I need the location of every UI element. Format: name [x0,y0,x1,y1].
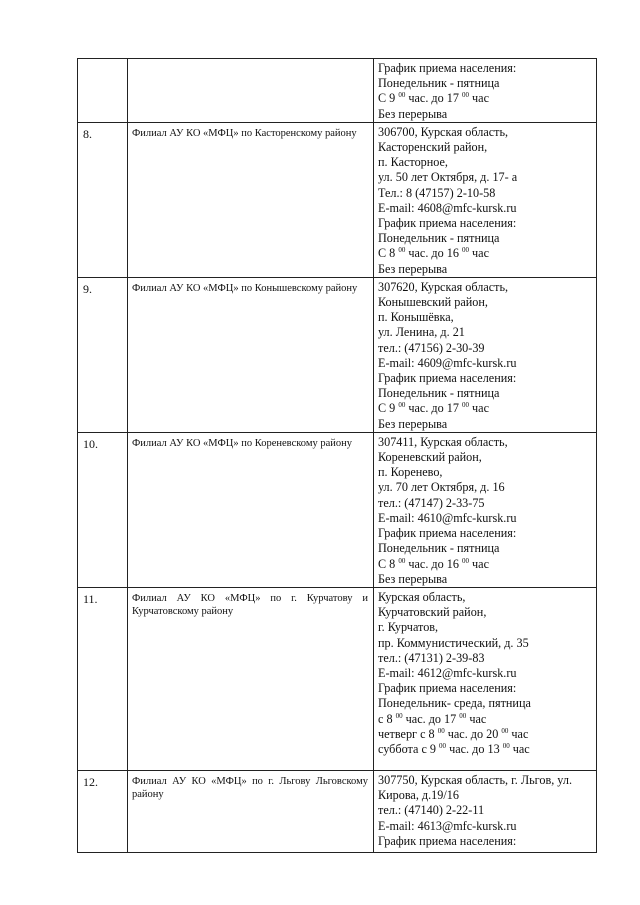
schedule-hours: С 8 $^{00}$ час. до 16 $^{00}$ час [378,556,489,571]
address-line: 306700, Курская область, [378,124,509,139]
row-number: 12. [78,770,128,852]
schedule-hours: С 8 $^{00}$ час. до 16 $^{00}$ час [378,246,489,261]
phone: Тел.: 8 (47157) 2-10-58 [378,185,496,200]
branch-info [374,587,597,770]
table-row [78,59,597,123]
branch-name [128,59,374,123]
address-line: Касторенский район, [378,140,488,155]
table-row [78,770,597,852]
address-line: 307411, Курская область, [378,434,508,449]
schedule-hours: С 9 $^{00}$ час. до 17 $^{00}$ час [378,401,489,416]
schedule-break: Без перерыва [378,106,448,121]
branch-name: Филиал АУ КО «МФЦ» по г. Льгову Льговскому району [128,770,374,852]
address-line: Кореневский район, [378,450,482,465]
email: E-mail: 4613@mfc-kursk.ru [378,818,517,833]
address-line: п. Конышёвка, [378,310,454,325]
branch-info [374,432,597,587]
table-row [78,122,597,277]
table-row [78,587,597,770]
address-line: Курская область, [378,589,466,604]
branch-info [374,59,597,123]
schedule-hours-saturday: суббота с 9 $^{00}$ час. до 13 $^{00}$ час [378,741,530,756]
schedule-hours-thursday: четверг с 8 $^{00}$ час. до 20 $^{00}$ час [378,726,529,741]
schedule-break: Без перерыва [378,416,448,431]
email: E-mail: 4609@mfc-kursk.ru [378,355,517,370]
branch-table [77,58,597,853]
branch-info [374,122,597,277]
schedule-title: График приема населения: [378,216,517,231]
address-line: г. Курчатов, [378,620,439,635]
phone: тел.: (47140) 2-22-11 [378,803,485,818]
table-row [78,277,597,432]
row-number: 8. [78,122,128,277]
address-line: пр. Коммунистический, д. 35 [378,635,529,650]
row-number: 10. [78,432,128,587]
row-number: 9. [78,277,128,432]
address-line: Курчатовский район, [378,605,487,620]
branch-name: Филиал АУ КО «МФЦ» по Касторенскому району [128,122,374,277]
email: E-mail: 4608@mfc-kursk.ru [378,200,517,215]
schedule-title: График приема населения: [378,681,517,696]
address-line: Конышевский район, [378,295,488,310]
schedule-hours: с 8 $^{00}$ час. до 17 $^{00}$ час [378,711,487,726]
schedule-days: Понедельник - пятница [378,231,500,246]
branch-info [374,770,597,852]
branch-name: Филиал АУ КО «МФЦ» по г. Курчатову и Курчатовскому району [128,587,374,770]
row-number: 11. [78,587,128,770]
branch-info [374,277,597,432]
email: E-mail: 4612@mfc-kursk.ru [378,665,517,680]
row-number [78,59,128,123]
address-line: ул. Ленина, д. 21 [378,325,465,340]
schedule-break: Без перерыва [378,261,448,276]
address-line: ул. 70 лет Октября, д. 16 [378,480,505,495]
address-line: 307750, Курская область, г. Льгов, ул. [378,772,572,787]
schedule-days: Понедельник- среда, пятница [378,696,531,711]
phone: тел.: (47147) 2-33-75 [378,495,485,510]
schedule-days: Понедельник - пятница [378,386,500,401]
address-line: ул. 50 лет Октября, д. 17- а [378,170,518,185]
schedule-hours: С 9 $^{00}$ час. до 17 $^{00}$ час [378,91,489,106]
email: E-mail: 4610@mfc-kursk.ru [378,510,517,525]
schedule-break: Без перерыва [378,571,448,586]
phone: тел.: (47131) 2-39-83 [378,650,485,665]
schedule-title: График приема населения: [378,61,517,75]
table-row [78,432,597,587]
schedule-days: Понедельник - пятница [378,541,500,556]
phone: тел.: (47156) 2-30-39 [378,340,485,355]
branch-name: Филиал АУ КО «МФЦ» по Кореневскому району [128,432,374,587]
address-line: п. Коренево, [378,465,443,480]
schedule-days: Понедельник - пятница [378,76,500,91]
schedule-title: График приема населения: [378,371,517,386]
schedule-title: График приема населения: [378,526,517,541]
schedule-title: График приема населения: [378,833,517,848]
address-line: 307620, Курская область, [378,279,509,294]
branch-name: Филиал АУ КО «МФЦ» по Конышевскому району [128,277,374,432]
address-line: Кирова, д.19/16 [378,788,459,803]
address-line: п. Касторное, [378,155,448,170]
